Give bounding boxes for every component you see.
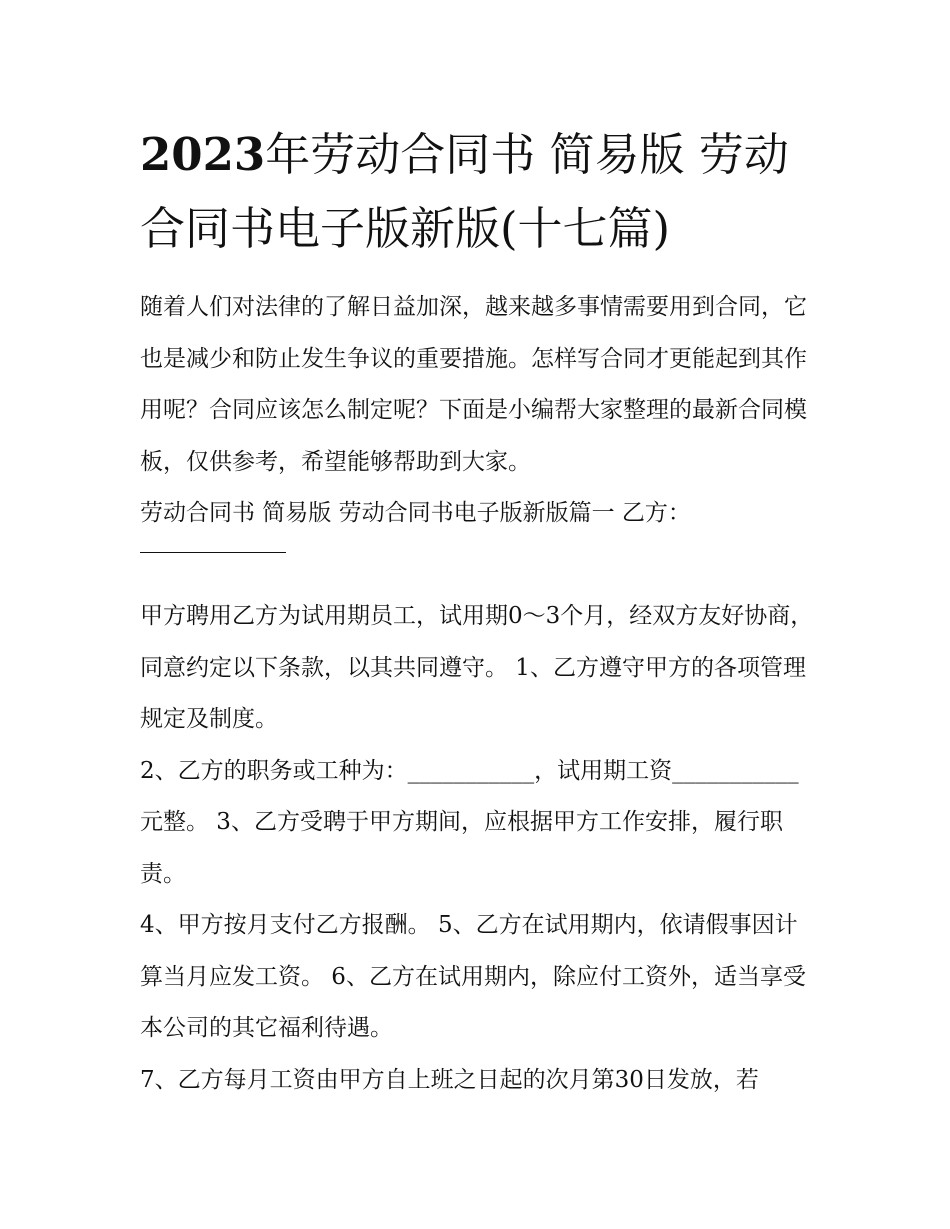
- title-text: 年劳动合同书 简易版 劳动合同书电子版新版(十七篇): [140, 128, 789, 255]
- intro-paragraph: 随着人们对法律的了解日益加深，越来越多事情需要用到合同，它也是减少和防止发生争议的重要措施。怎样写合同才更能起到其作用呢？合同应该怎么制定呢？下面是小编帮大家整理的最新合同模板，仅供参考，希望能够帮助到大家。: [140, 294, 807, 475]
- document-title: [140, 118, 820, 266]
- contract-paragraph-4: 7、乙方每月工资由甲方自上班之日起的次月第30日发放，若: [140, 1066, 759, 1093]
- title-year: 2023: [140, 128, 266, 181]
- signature-blank-line: [140, 540, 820, 592]
- contract-paragraph-3: 4、甲方按月支付乙方报酬。 5、乙方在试用期内，依请假事因计算当月应发工资。 6、乙方在试用期内，除应付工资外，适当享受本公司的其它福利待遇。: [140, 912, 806, 1041]
- contract-paragraph-2: 2、乙方的职务或工种为：___________，试用期工资___________元整。 3、乙方受聘于甲方期间，应根据甲方工作安排，履行职责。: [140, 757, 799, 887]
- contract-paragraph-1: 甲方聘用乙方为试用期员工，试用期0～3个月，经双方友好协商，同意约定以下条款，以其共同遵守。 1、乙方遵守甲方的各项管理规定及制度。: [140, 603, 814, 732]
- section-heading: 劳动合同书 简易版 劳动合同书电子版新版篇一 乙方：: [140, 500, 691, 526]
- blank-underline: [140, 552, 286, 553]
- document-body: [140, 282, 820, 1106]
